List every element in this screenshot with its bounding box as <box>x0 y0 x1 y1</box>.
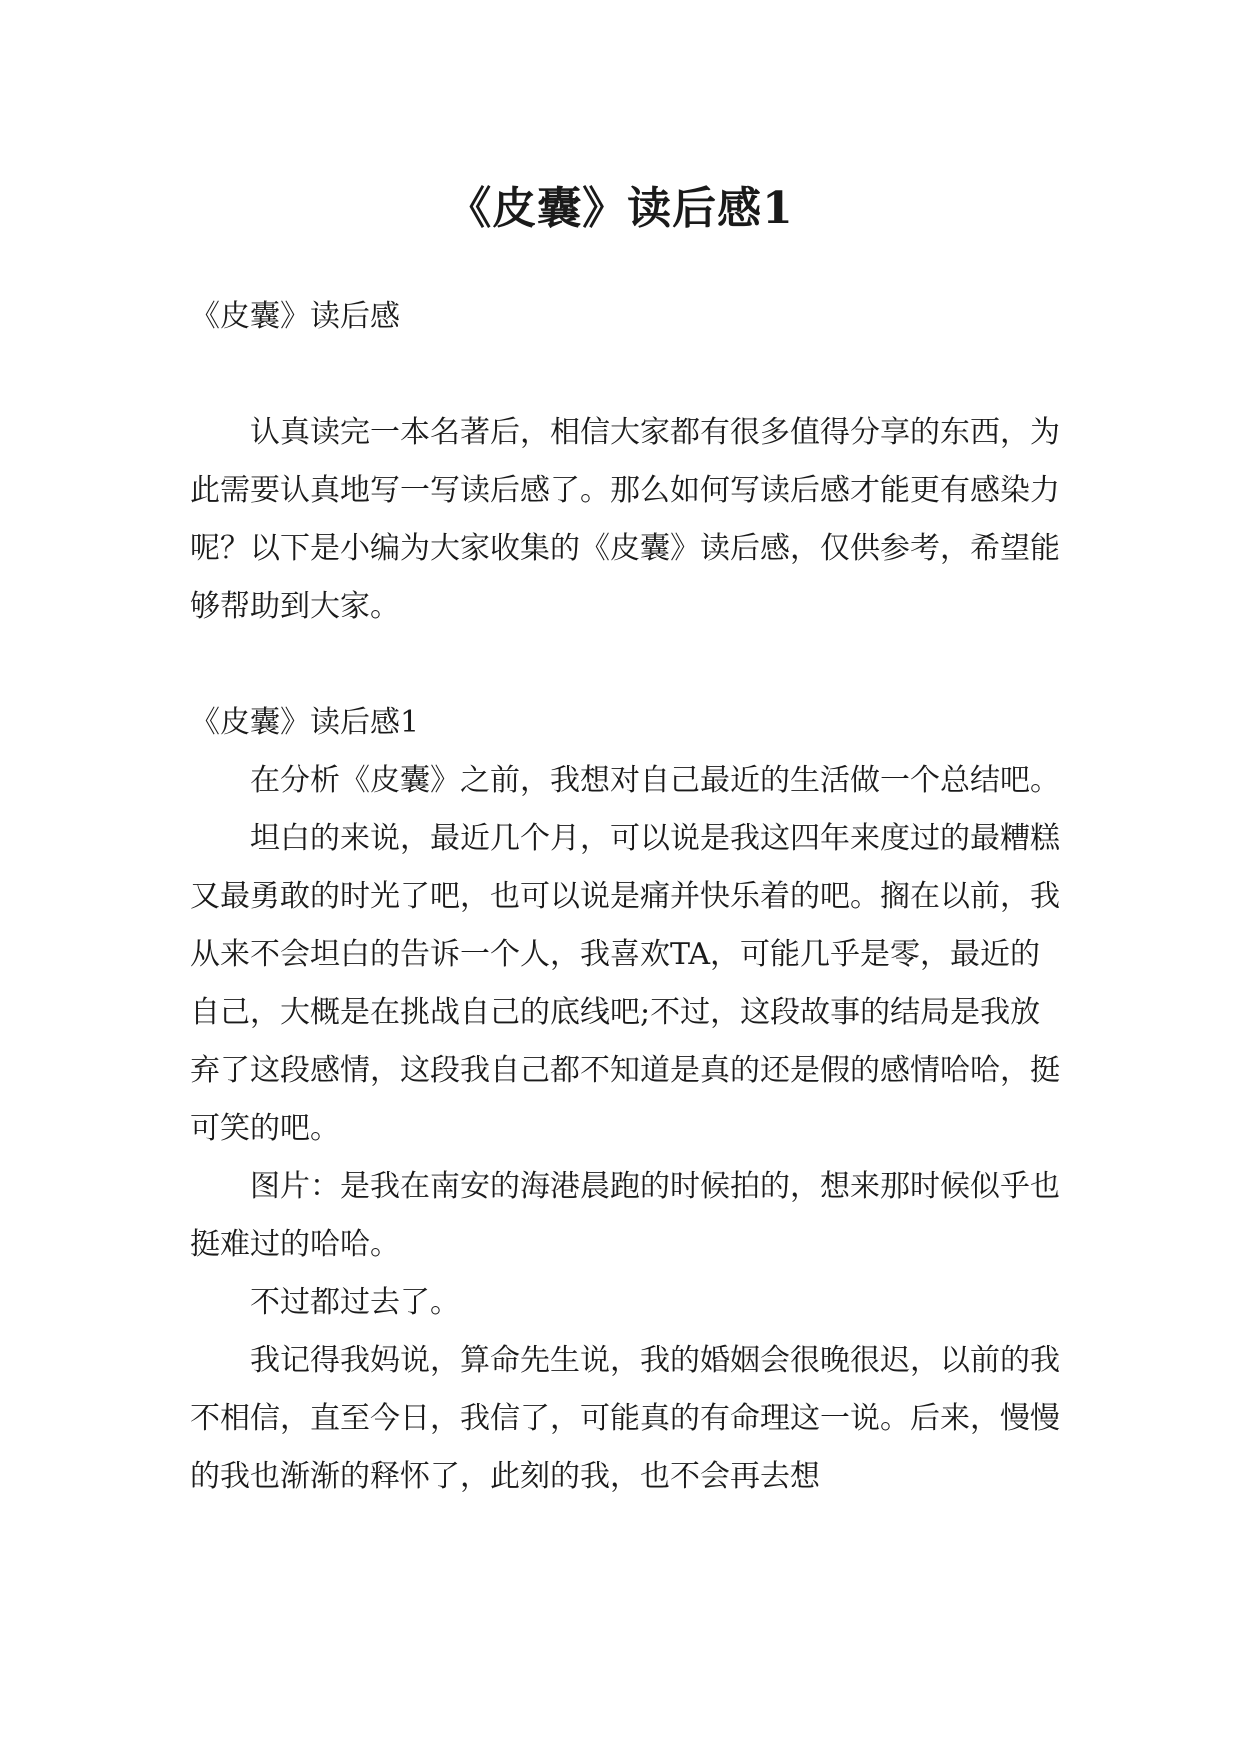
document-title: 《皮囊》读后感1 <box>447 183 794 235</box>
section-heading: 《皮囊》读后感1 <box>190 705 420 740</box>
body-paragraph-4: 不过都过去了。 <box>250 1285 460 1320</box>
body-paragraph-3: 图片：是我在南安的海港晨跑的时候拍的，想来那时候似乎也挺难过的哈哈。 <box>190 1169 1060 1262</box>
document-body <box>190 288 1060 1506</box>
body-paragraph-2: 坦白的来说，最近几个月，可以说是我这四年来度过的最糟糕又最勇敢的时光了吧，也可以说是痛并快乐着的吧。搁在以前，我从来不会坦白的告诉一个人，我喜欢TA，可能几乎是零，最近的自己，大概是在挑战自己的底线吧;不过，这段故事的结局是我放弃了这段感情，这段我自己都不知道是真的还是假的感情哈哈，挺可笑的吧。 <box>190 821 1060 1146</box>
body-paragraph-1: 在分析《皮囊》之前，我想对自己最近的生活做一个总结吧。 <box>250 763 1060 798</box>
document-subtitle: 《皮囊》读后感 <box>190 299 400 334</box>
body-paragraph-5: 我记得我妈说，算命先生说，我的婚姻会很晚很迟，以前的我不相信，直至今日，我信了，可能真的有命理这一说。后来，慢慢的我也渐渐的释怀了，此刻的我，也不会再去想 <box>190 1343 1060 1494</box>
intro-paragraph: 认真读完一本名著后，相信大家都有很多值得分享的东西，为此需要认真地写一写读后感了。那么如何写读后感才能更有感染力呢？以下是小编为大家收集的《皮囊》读后感，仅供参考，希望能够帮助到大家。 <box>190 415 1060 624</box>
